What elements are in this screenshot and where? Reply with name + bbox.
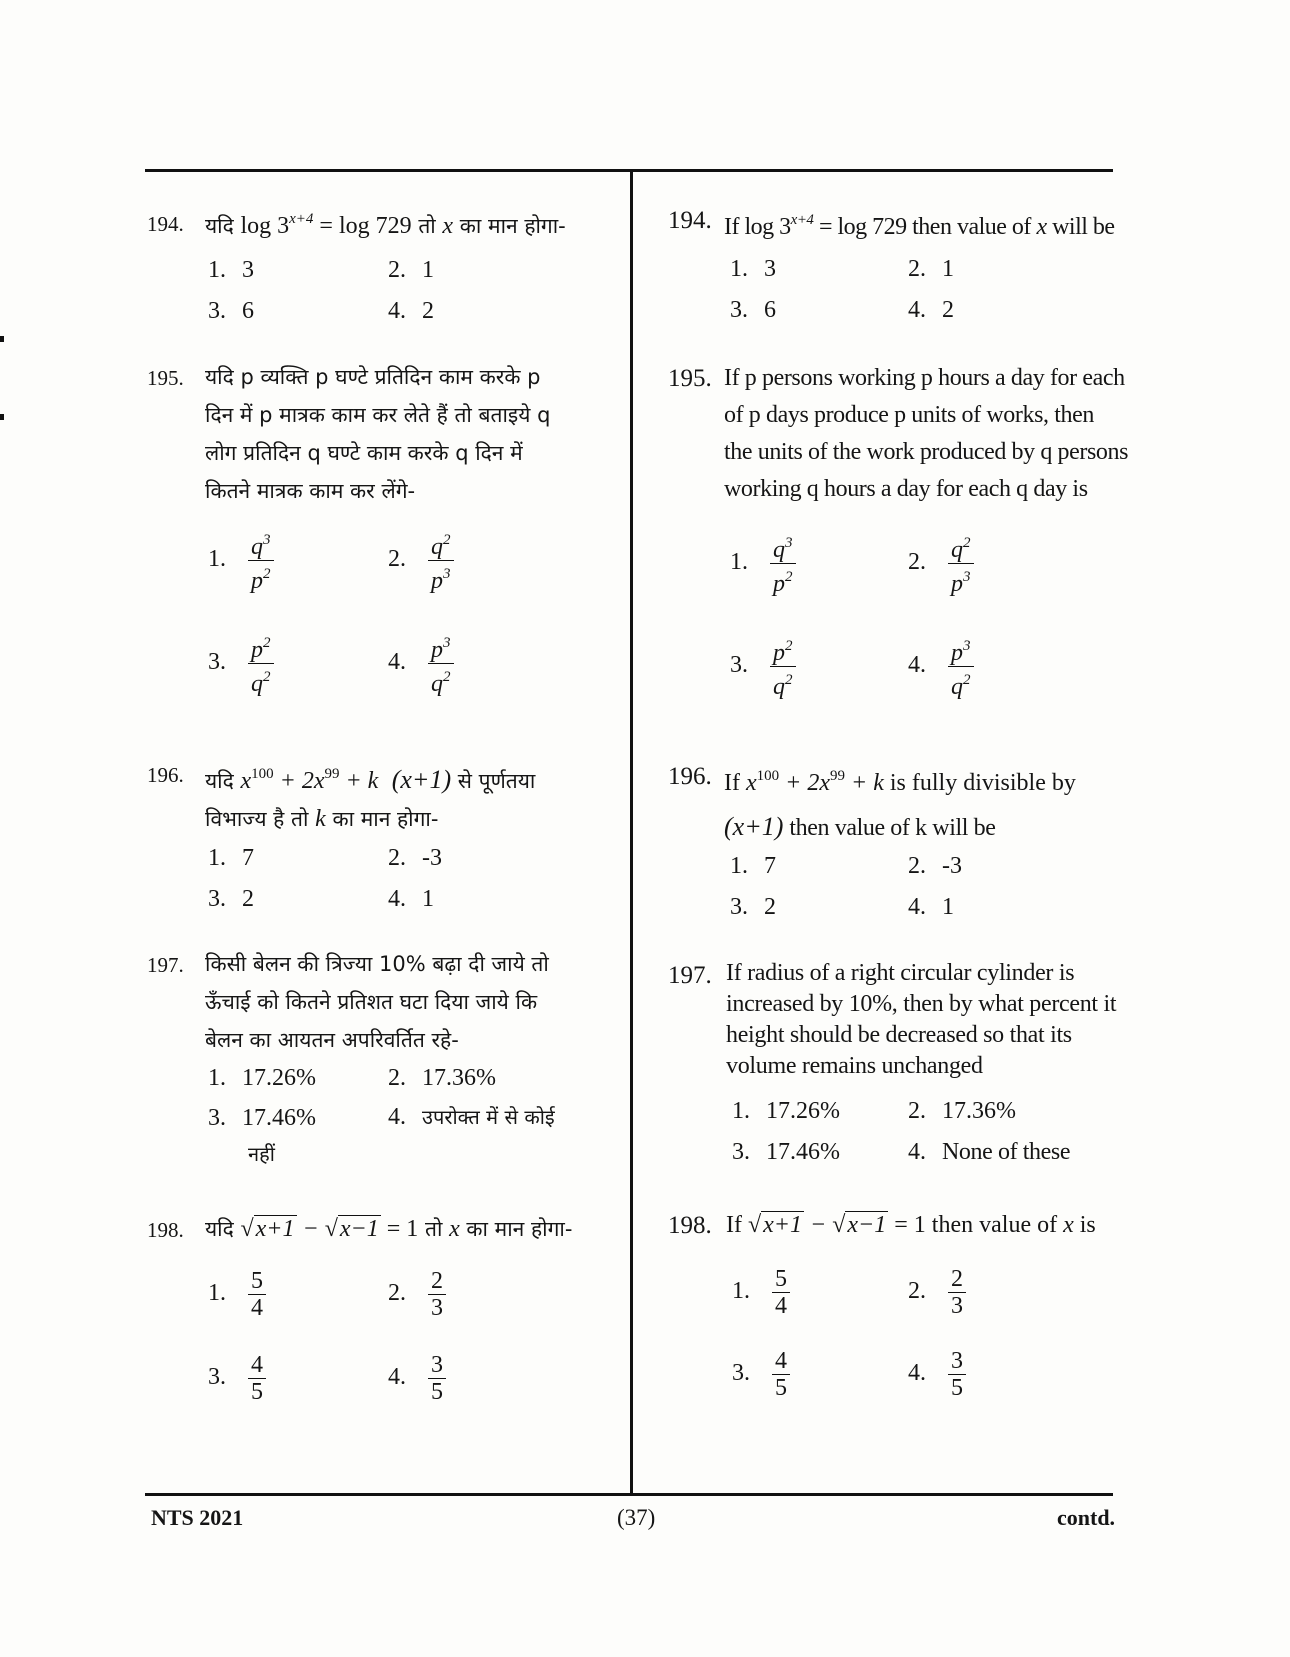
option-1: 1. 3 (730, 256, 776, 282)
polynomial: $x^{100} + 2x^{99} + k$ (240, 766, 379, 794)
bottom-rule (145, 1493, 1113, 1496)
question-stem: यदि p व्यक्ति p घण्टे प्रतिदिन काम करके p दिन में p मात्रक काम कर लेते हैं तो बताइये q लोग प्रतिदिन q घण्टे काम करके q दिन में कितने मात्रक काम कर लेंगे- (205, 365, 551, 503)
option-1: 1. $\frac{5}{4}$ (732, 1266, 790, 1319)
fraction: $\frac{4}{5}$ (248, 1352, 266, 1405)
question-stem: If p persons working p hours a day for each of p days produce p units of works, then the units of the work produced by q persons working q hours a day for each q day is (724, 365, 1129, 502)
option-2: 2. $\frac{2}{3}$ (908, 1266, 966, 1319)
question-number: 197. (668, 962, 712, 989)
margin-mark (0, 336, 4, 342)
question-stem: If radius of a right circular cylinder is increased by 10%, then by what percent it height should be decreased so that its volume remains unchanged (726, 960, 1117, 1079)
question-number: 195. (668, 365, 712, 392)
option-1: 1. 17.26% (732, 1098, 840, 1124)
option-4: 4. 2 (908, 297, 954, 323)
option-4: 4. $\frac{3}{5}$ (388, 1352, 446, 1405)
option-3: 3. 17.46% (208, 1105, 316, 1131)
question-number: 197. (147, 953, 184, 977)
question-stem: If $x^{100} + 2x^{99} + k$ is fully divisible by (x+1) then value of k will be (724, 768, 1076, 841)
fraction: $\frac{p^3}{q^2}$ (428, 630, 454, 697)
question-stem: यदि √x+1 − √x−1 = 1 तो x का मान होगा- (205, 1216, 573, 1242)
option-1: 1. 7 (208, 845, 254, 871)
option-2: 2. $\frac{2}{3}$ (388, 1268, 446, 1321)
top-rule (145, 169, 1113, 172)
question-stem: If $\log 3^{x+4} = \log 729$ then value of x will be (724, 212, 1115, 240)
fraction: $\frac{2}{3}$ (948, 1266, 966, 1319)
fraction: $\frac{q^2}{p^3}$ (428, 527, 454, 594)
root-equation: √x+1 − √x−1 = 1 (240, 1216, 419, 1242)
fraction: $\frac{p^2}{q^2}$ (248, 630, 274, 697)
margin-mark (0, 414, 4, 420)
option-2: 2. 17.36% (908, 1098, 1016, 1124)
option-4: 4. उपरोक्त में से कोई (388, 1104, 555, 1130)
question-stem: यदि $x^{100} + 2x^{99} + k$ (x+1) से पूर्णतया विभाज्य है तो k का मान होगा- (205, 765, 536, 832)
question-number: 198. (147, 1218, 184, 1242)
fraction: $\frac{q^3}{p^2}$ (770, 530, 796, 597)
option-4: 4. 2 (388, 298, 434, 324)
footer-exam-name: NTS 2021 (151, 1505, 244, 1530)
option-2: 2. 17.36% (388, 1065, 496, 1091)
option-4: 4. None of these (908, 1139, 1071, 1165)
option-3: 3. $\frac{p^2}{q^2}$ (730, 633, 796, 700)
log-equation: $\log 3^{x+4} = \log 729$ (744, 212, 907, 240)
option-2: 2. -3 (908, 853, 962, 879)
option-1: 1. 3 (208, 257, 254, 283)
option-3: 3. $\frac{4}{5}$ (208, 1352, 266, 1405)
option-2: 2. -3 (388, 845, 442, 871)
fraction: $\frac{5}{4}$ (772, 1266, 790, 1319)
option-2: 2. 1 (908, 256, 954, 282)
question-number: 195. (147, 366, 184, 390)
option-3: 3. 17.46% (732, 1139, 840, 1165)
option-3: 3. $\frac{4}{5}$ (732, 1348, 790, 1401)
fraction: $\frac{q^3}{p^2}$ (248, 527, 274, 594)
option-2: 2. $\frac{q^2}{p^3}$ (908, 530, 974, 597)
question-number: 196. (668, 763, 712, 790)
option-3: 3. 6 (208, 298, 254, 324)
fraction: $\frac{q^2}{p^3}$ (948, 530, 974, 597)
root-equation: √x+1 − √x−1 = 1 (747, 1212, 926, 1238)
option-2: 2. 1 (388, 257, 434, 283)
option-3: 3. 6 (730, 297, 776, 323)
fraction: $\frac{5}{4}$ (248, 1268, 266, 1321)
fraction: $\frac{4}{5}$ (772, 1348, 790, 1401)
option-1: 1. $\frac{q^3}{p^2}$ (730, 530, 796, 597)
question-stem: यदि $\log 3^{x+4} = \log 729$ तो x का मान होगा- (205, 211, 566, 239)
option-4-continued: नहीं (248, 1142, 275, 1166)
option-1: 1. 17.26% (208, 1065, 316, 1091)
question-stem: किसी बेलन की त्रिज्या 10% बढ़ा दी जाये तो ऊँचाई को कितने प्रतिशत घटा दिया जाये कि बेलन का आयतन अपरिवर्तित रहे- (205, 952, 549, 1052)
fraction: $\frac{2}{3}$ (428, 1268, 446, 1321)
option-4: 4. $\frac{p^3}{q^2}$ (908, 633, 974, 700)
question-number: 194. (147, 212, 184, 236)
option-4: 4. $\frac{3}{5}$ (908, 1348, 966, 1401)
option-2: 2. $\frac{q^2}{p^3}$ (388, 527, 454, 594)
log-equation: $\log 3^{x+4} = \log 729$ (240, 211, 412, 239)
question-number: 198. (668, 1212, 712, 1239)
option-1: 1. $\frac{q^3}{p^2}$ (208, 527, 274, 594)
option-3: 3. $\frac{p^2}{q^2}$ (208, 630, 274, 697)
option-4: 4. 1 (388, 886, 434, 912)
question-number: 196. (147, 763, 184, 787)
option-3: 3. 2 (730, 894, 776, 920)
footer-continued: contd. (1057, 1505, 1116, 1530)
fraction: $\frac{3}{5}$ (428, 1352, 446, 1405)
question-stem: If √x+1 − √x−1 = 1 then value of x is (726, 1212, 1096, 1238)
option-4: 4. $\frac{p^3}{q^2}$ (388, 630, 454, 697)
option-4: 4. 1 (908, 894, 954, 920)
question-number: 194. (668, 207, 712, 234)
fraction: $\frac{3}{5}$ (948, 1348, 966, 1401)
footer-page-number: (37) (617, 1505, 656, 1530)
fraction: $\frac{p^2}{q^2}$ (770, 633, 796, 700)
option-1: 1. 7 (730, 853, 776, 879)
fraction: $\frac{p^3}{q^2}$ (948, 633, 974, 700)
polynomial: $x^{100} + 2x^{99} + k$ (745, 768, 884, 796)
option-3: 3. 2 (208, 886, 254, 912)
option-1: 1. $\frac{5}{4}$ (208, 1268, 266, 1321)
